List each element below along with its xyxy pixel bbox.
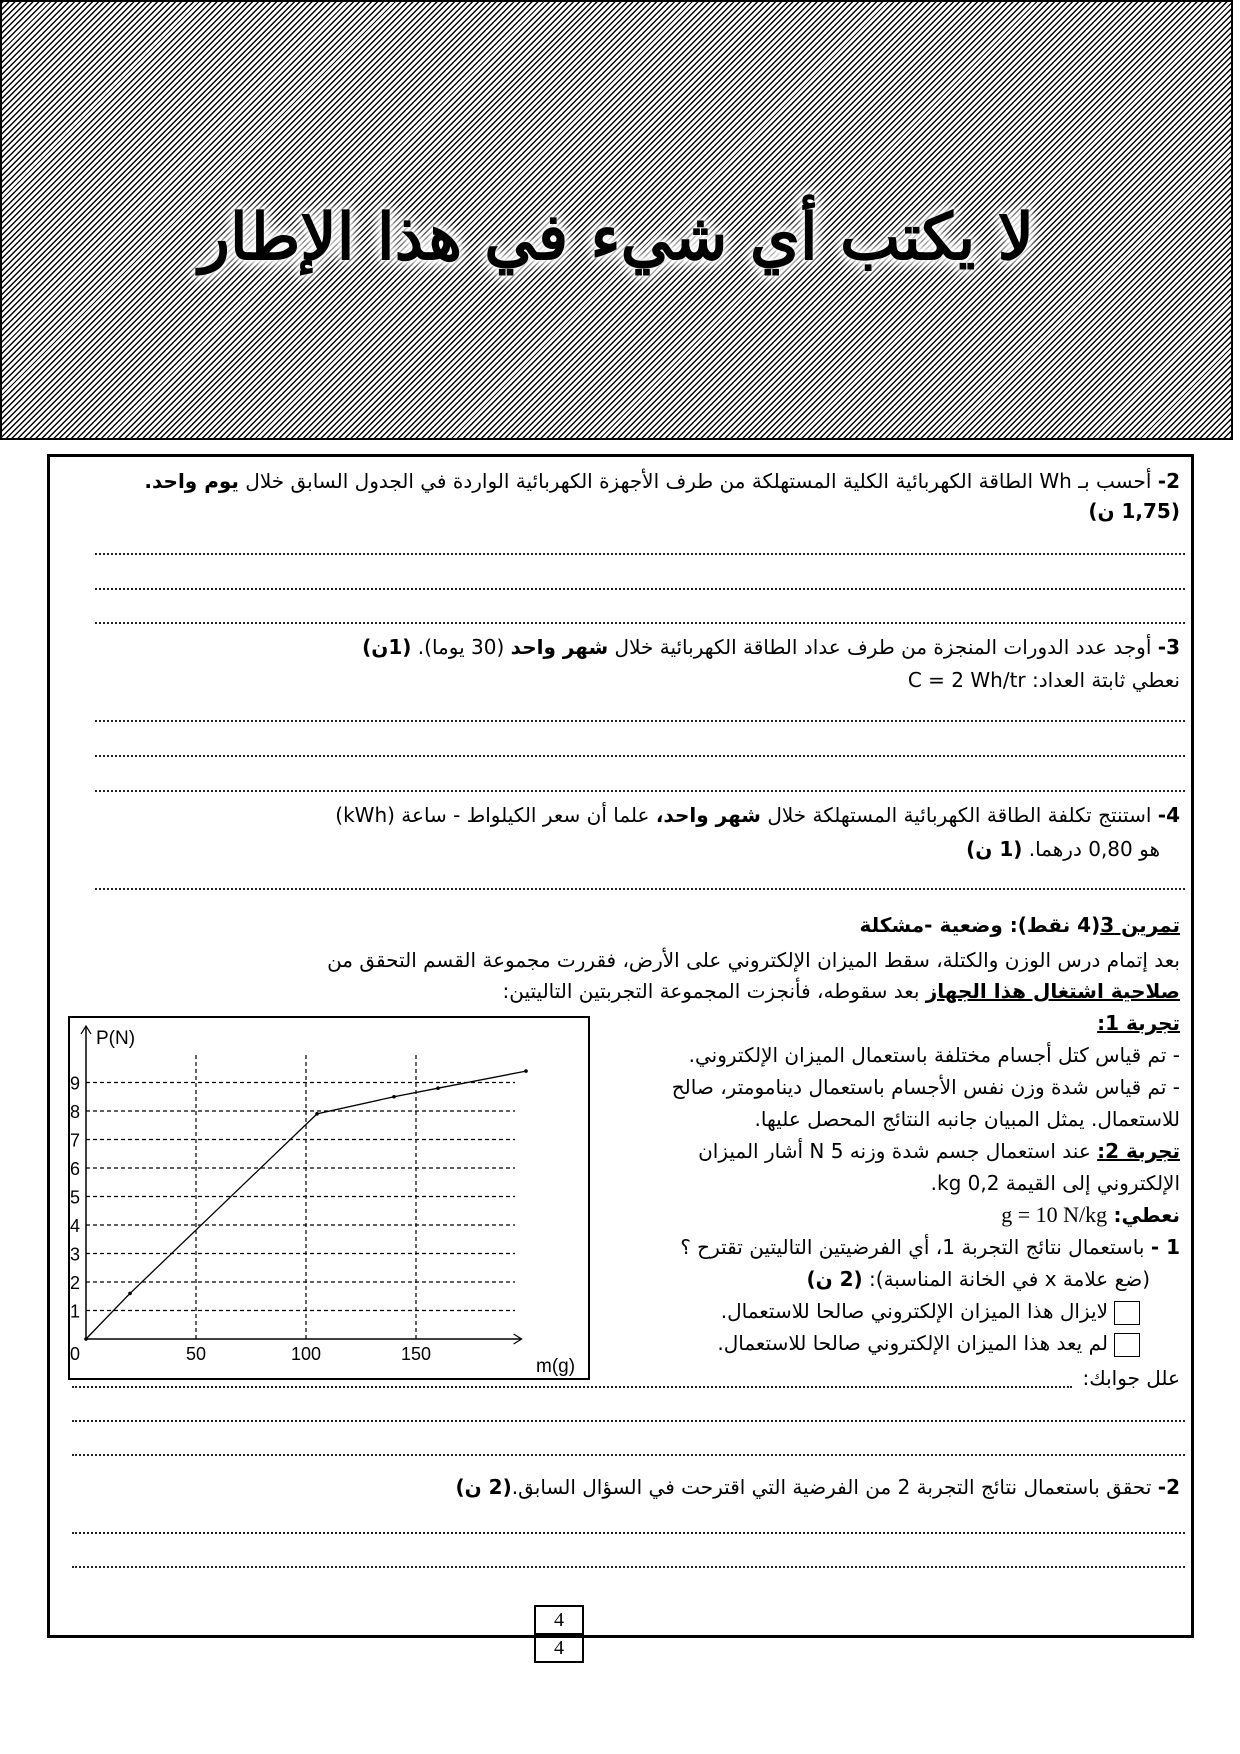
page-number-top: 4 — [534, 1605, 584, 1635]
data-point — [392, 1095, 396, 1099]
answer-line — [72, 1532, 1185, 1534]
answer-line — [95, 622, 1185, 624]
answer-line — [72, 1386, 1072, 1388]
answer-line — [72, 1420, 1185, 1422]
q4-line2 — [160, 834, 1160, 864]
answer-line — [95, 888, 1185, 890]
sq1-text: باستعمال نتائج التجربة 1، أي الفرضيتين التاليتين تقترح ؟ — [680, 1235, 1145, 1259]
answer-line — [95, 755, 1185, 757]
data-point — [315, 1112, 319, 1116]
exp1-line3: للاستعمال. يمثل المبيان جانبه النتائج المحصل عليها. — [754, 1107, 1180, 1131]
q3-meter-constant: نعطي ثابتة العداد: C = 2 Wh/tr — [907, 668, 1180, 692]
exp1-title-text: تجربة 1: — [1097, 1011, 1180, 1035]
given-line — [620, 1200, 1180, 1230]
sq1-hint: (ضع علامة x في الخانة المناسبة): — [869, 1267, 1150, 1291]
question-4 — [90, 800, 1180, 830]
option-2 — [620, 1328, 1140, 1358]
q2-text: أحسب بـ Wh الطاقة الكهربائية الكلية المستهلكة من طرف الأجهزة الكهربائية الواردة في الجدول السابق خلال — [245, 469, 1152, 493]
answer-line — [72, 1454, 1185, 1456]
ex3-intro-line1: بعد إتمام درس الوزن والكتلة، سقط الميزان الإلكتروني على الأرض، فقررت مجموعة القسم التحقق من — [327, 948, 1180, 972]
y-tick-label-7: 7 — [70, 1130, 81, 1151]
sq2-text: تحقق باستعمال نتائج التجربة 2 من الفرضية التي اقترحت في السؤال السابق. — [511, 1475, 1152, 1499]
y-tick-label-8: 8 — [70, 1102, 81, 1122]
justify-label: علل جوابك: — [1082, 1366, 1180, 1390]
answer-line — [95, 790, 1185, 792]
question-2 — [90, 466, 1180, 526]
x-axis-label: m(g) — [536, 1356, 576, 1377]
q2-bold: يوم واحد — [151, 469, 239, 493]
q3-text: أوجد عدد الدورات المنجزة من طرف عداد الطاقة الكهربائية خلال — [614, 635, 1152, 659]
q2-points: .(1,75 ن) — [144, 469, 1180, 523]
option-2-checkbox[interactable] — [1114, 1333, 1140, 1357]
data-point — [524, 1069, 528, 1073]
given-value: g = 10 N/kg — [1001, 1202, 1108, 1227]
chart-border — [69, 1017, 589, 1379]
sq2-number: 2- — [1157, 1475, 1180, 1499]
x-tick-label-50: 50 — [185, 1344, 207, 1364]
q4-text: استنتج تكلفة الطاقة الكهربائية المستهلكة خلال — [767, 803, 1152, 827]
q3-bold: شهر واحد — [510, 635, 609, 659]
option-1-label: لايزال هذا الميزان الإلكتروني صالحا للاستعمال. — [720, 1299, 1108, 1323]
y-tick-label-1: 1 — [70, 1301, 81, 1322]
ex3-intro-bold: صلاحية اشتغال هذا الجهاز — [925, 979, 1180, 1003]
q3-points: (1ن) — [362, 635, 412, 659]
exp1-line2: - تم قياس شدة وزن نفس الأجسام باستعمال دينامومتر، صالح — [671, 1075, 1180, 1099]
x-tick-label-0: 0 — [70, 1344, 81, 1364]
q2-number: 2- — [1157, 469, 1180, 493]
sq1-number: 1 - — [1150, 1235, 1180, 1259]
subquestion-1 — [620, 1232, 1180, 1262]
answer-line — [95, 588, 1185, 590]
y-tick-label-4: 4 — [70, 1216, 81, 1236]
exp1-title — [620, 1008, 1180, 1038]
subquestion-2 — [90, 1472, 1180, 1502]
q4-points: (1 ن) — [966, 837, 1023, 861]
sq1-points: (2 ن) — [806, 1267, 863, 1291]
given-label: نعطي: — [1113, 1203, 1180, 1227]
x-tick-label-150: 150 — [400, 1344, 432, 1364]
sq1-hint-line — [620, 1264, 1150, 1294]
sq2-points: (2 ن) — [455, 1475, 512, 1499]
q3-number: 3- — [1157, 635, 1180, 659]
answer-line — [95, 720, 1185, 722]
ex3-title-rest: (4 نقط): وضعية -مشكلة — [859, 913, 1101, 937]
exp2-title: تجربة 2: — [1097, 1139, 1180, 1163]
y-tick-label-2: 2 — [70, 1273, 81, 1293]
exp2-line2: الإلكتروني إلى القيمة 0,2 kg. — [930, 1171, 1180, 1195]
data-point — [128, 1292, 132, 1296]
q4-number: 4- — [1157, 803, 1180, 827]
answer-line — [95, 553, 1185, 555]
ex3-intro-rest: بعد سقوطه، فأنجزت المجموعة التجربتين التاليتين: — [502, 979, 920, 1003]
x-tick-label-100: 100 — [290, 1344, 322, 1364]
option-1-checkbox[interactable] — [1114, 1301, 1140, 1325]
y-tick-label-9: 9 — [70, 1073, 81, 1094]
data-point — [436, 1086, 440, 1090]
y-tick-label-3: 3 — [70, 1244, 81, 1265]
exp2-line1 — [620, 1136, 1180, 1166]
exp1-line1: - تم قياس كتل أجسام مختلفة باستعمال الميزان الإلكتروني. — [688, 1043, 1180, 1067]
option-1 — [620, 1296, 1140, 1326]
answer-line — [72, 1566, 1185, 1568]
weight-mass-chart — [68, 1016, 590, 1380]
y-tick-label-6: 6 — [70, 1159, 81, 1179]
exp2-text: عند استعمال جسم شدة وزنه 5 N أشار الميزان — [698, 1139, 1091, 1163]
exercise-3-title — [90, 910, 1180, 940]
data-point — [84, 1337, 88, 1341]
q3-rest: (30 يوما). — [417, 635, 505, 659]
option-2-label: لم يعد هذا الميزان الإلكتروني صالحا للاستعمال. — [717, 1331, 1108, 1355]
q4-rest: علما أن سعر الكيلواط - ساعة (kWh) — [335, 803, 650, 827]
ex3-title: تمرين 3 — [1100, 913, 1180, 937]
no-write-banner: لا يكتب أي شيء في هذا الإطار — [198, 200, 1035, 275]
q4-price: هو 0,80 درهما. — [1028, 837, 1160, 861]
page-number-bottom: 4 — [534, 1633, 584, 1663]
y-tick-label-5: 5 — [70, 1187, 81, 1208]
ex3-intro-line2 — [90, 976, 1180, 1006]
question-3 — [90, 632, 1180, 662]
y-axis-label: P(N) — [96, 1028, 136, 1049]
q4-bold: شهر واحد، — [655, 803, 761, 827]
